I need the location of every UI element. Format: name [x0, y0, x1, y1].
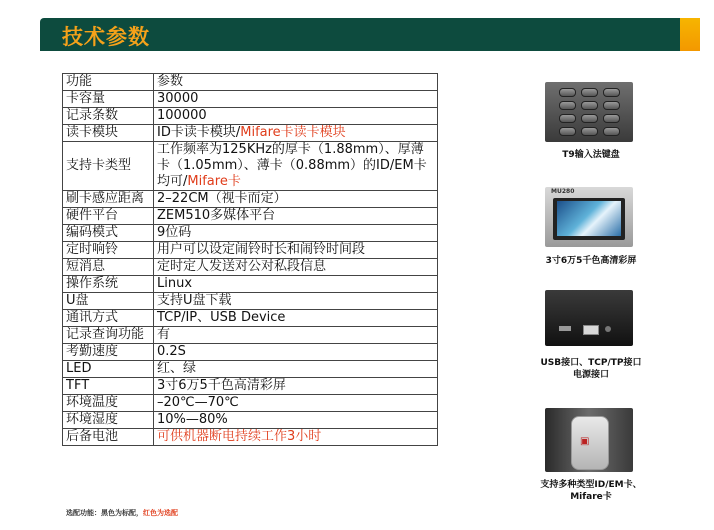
param-name: 硬件平台	[63, 208, 154, 225]
param-name: 短消息	[63, 259, 154, 276]
table-row	[63, 378, 438, 395]
param-value	[154, 429, 438, 446]
param-value-text: 30000	[157, 91, 199, 106]
param-name: 刷卡感应距离	[63, 191, 154, 208]
table-row	[63, 242, 438, 259]
keypad-key	[559, 114, 576, 123]
table-row	[63, 191, 438, 208]
table-row	[63, 429, 438, 446]
param-value-text: 有	[157, 327, 171, 342]
param-value	[154, 344, 438, 361]
param-value	[154, 276, 438, 293]
header-accent-bar	[680, 18, 700, 51]
table-row	[63, 310, 438, 327]
keypad-key	[581, 101, 598, 110]
table-row	[63, 142, 438, 191]
param-value	[154, 191, 438, 208]
param-value	[154, 395, 438, 412]
param-name: 环境温度	[63, 395, 154, 412]
param-value	[154, 378, 438, 395]
param-name: 支持卡类型	[63, 142, 154, 191]
spec-table	[62, 73, 438, 446]
table-row	[63, 108, 438, 125]
param-name: 记录条数	[63, 108, 154, 125]
param-value	[154, 293, 438, 310]
param-value-text: 参数	[157, 74, 184, 89]
keypad-photo	[545, 82, 633, 142]
model-label: MU280	[551, 188, 575, 195]
keypad-caption: T9输入法键盘	[562, 150, 620, 160]
table-row	[63, 276, 438, 293]
param-value	[154, 108, 438, 125]
param-value-text: ID卡读卡模块/	[157, 125, 241, 140]
param-value-text: 支持U盘下载	[157, 293, 232, 308]
screen-caption: 3寸6万5千色高清彩屏	[545, 256, 637, 266]
param-name: 卡容量	[63, 91, 154, 108]
param-value	[154, 125, 438, 142]
param-value-text: –20℃—70℃	[157, 395, 239, 410]
param-value	[154, 242, 438, 259]
param-name: 功能	[63, 74, 154, 91]
param-name: 编码模式	[63, 225, 154, 242]
param-value-text: 3寸6万5千色高清彩屏	[157, 378, 286, 393]
keypad-key	[559, 101, 576, 110]
optional-feature-text: Mifare卡	[187, 174, 241, 189]
param-value	[154, 208, 438, 225]
param-value-text: 100000	[157, 108, 207, 123]
param-name: 考勤速度	[63, 344, 154, 361]
screen-photo	[545, 187, 633, 247]
param-value	[154, 91, 438, 108]
param-name: 定时响铃	[63, 242, 154, 259]
keypad-key	[603, 127, 620, 136]
param-value	[154, 74, 438, 91]
keypad-key	[581, 114, 598, 123]
table-row	[63, 293, 438, 310]
param-name: LED	[63, 361, 154, 378]
param-value-text: 0.2S	[157, 344, 186, 359]
section-header	[40, 18, 700, 51]
param-value-text: 红、绿	[157, 361, 197, 376]
param-value-text: Linux	[157, 276, 193, 291]
param-value	[154, 310, 438, 327]
param-value	[154, 259, 438, 276]
optional-feature-text: Mifare卡读卡模块	[240, 125, 346, 140]
footnote	[66, 508, 178, 518]
param-value-text: 2–22CM（视卡而定）	[157, 191, 287, 206]
table-row	[63, 412, 438, 429]
param-value-text: 定时定人发送对公对私段信息	[157, 259, 327, 274]
table-row	[63, 344, 438, 361]
table-row	[63, 125, 438, 142]
param-name: U盘	[63, 293, 154, 310]
keypad-key	[559, 88, 576, 97]
table-row	[63, 91, 438, 108]
table-row	[63, 259, 438, 276]
section-title: 技术参数	[62, 25, 150, 49]
param-name: 记录查询功能	[63, 327, 154, 344]
keypad-key	[581, 88, 598, 97]
param-value	[154, 142, 438, 191]
param-name: TFT	[63, 378, 154, 395]
param-value	[154, 327, 438, 344]
param-name: 操作系统	[63, 276, 154, 293]
param-value-text: 10%—80%	[157, 412, 228, 427]
param-name: 读卡模块	[63, 125, 154, 142]
param-value	[154, 225, 438, 242]
table-row	[63, 327, 438, 344]
param-value-text: 9位码	[157, 225, 192, 240]
keypad-key	[559, 127, 576, 136]
optional-feature-text: 可供机器断电持续工作3小时	[157, 429, 322, 444]
card-reader-photo	[545, 408, 633, 472]
table-row	[63, 208, 438, 225]
table-row	[63, 74, 438, 91]
ports-photo	[545, 290, 633, 346]
keypad-key	[603, 101, 620, 110]
lcd-screen	[557, 201, 621, 236]
usb-port	[559, 326, 571, 331]
keypad-key	[603, 114, 620, 123]
param-value-text: TCP/IP、USB Device	[157, 310, 286, 325]
param-name: 环境湿度	[63, 412, 154, 429]
table-row	[63, 225, 438, 242]
param-name: 后备电池	[63, 429, 154, 446]
card-caption: 支持多种类型ID/EM卡、 Mifare卡	[540, 480, 642, 502]
param-value-text: ZEM510多媒体平台	[157, 208, 276, 223]
param-name: 通讯方式	[63, 310, 154, 327]
param-value-text: 用户可以设定闹铃时长和闹铃时间段	[157, 242, 366, 257]
footnote-red: 红色为选配	[143, 509, 178, 517]
param-value	[154, 412, 438, 429]
param-value	[154, 361, 438, 378]
ports-caption: USB接口、TCP/TP接口 电源接口	[540, 358, 642, 380]
power-port	[605, 326, 611, 332]
table-row	[63, 395, 438, 412]
param-value-text: 工作频率为125KHz的厚卡（1.88mm）、厚薄卡（1.05mm）、薄卡（0.88mm）的ID/EM卡均可/	[157, 142, 427, 189]
ethernet-port	[583, 325, 599, 335]
rfid-icon: ▣	[580, 436, 590, 447]
keypad-key	[603, 88, 620, 97]
card-reader-pad	[571, 416, 609, 470]
table-row	[63, 361, 438, 378]
footnote-text: 选配功能：黑色为标配，	[66, 509, 143, 517]
keypad-key	[581, 127, 598, 136]
